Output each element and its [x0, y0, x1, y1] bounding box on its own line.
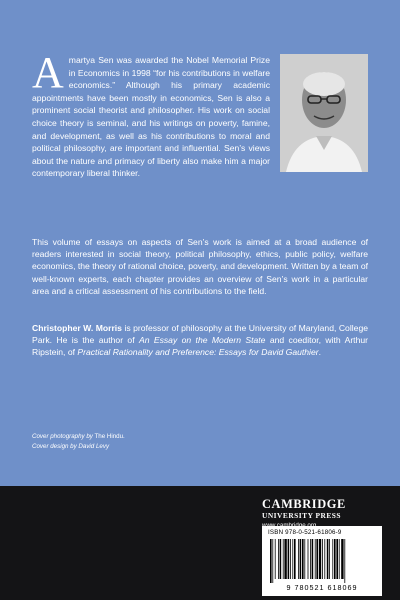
barcode-bar [339, 539, 340, 579]
barcode-bar [294, 539, 296, 579]
barcode-bar [308, 539, 309, 579]
publisher-subtitle: UNIVERSITY PRESS [262, 511, 341, 520]
photo-credit-prefix: Cover photography by [32, 433, 93, 440]
volume-description: This volume of essays on aspects of Sen’s work is aimed at a broad audience of readers interested in social theory, political philosophy, ethics, public policy, welfare economics, the theory of rational choice, poverty, and development. Written by a team of well-known experts, each chapter provides an overview of Sen’s work in a particular area and a critical assessment of his contributions to the field. [32, 237, 368, 296]
barcode-digits: 9 780521 618069 [286, 583, 358, 592]
portrait-illustration [280, 54, 368, 172]
author-photo [280, 54, 368, 172]
editor-bio-text-c: . [318, 347, 321, 358]
barcode-bar [290, 539, 291, 579]
barcode-bar [284, 539, 286, 579]
drop-cap: A [32, 48, 64, 97]
barcode-bar [324, 539, 325, 579]
editor-bio [32, 322, 368, 359]
barcode-bar [283, 539, 284, 579]
barcode-bar [292, 539, 293, 579]
barcode-bar [316, 539, 318, 579]
barcode-bar [315, 539, 316, 579]
barcode-bar [302, 539, 304, 579]
intro-paragraph [32, 48, 368, 180]
barcode-bar [319, 539, 321, 579]
editor-bio-text-b: and coeditor, with Arthur Ripstein, of [32, 335, 368, 358]
barcode-bar [336, 539, 338, 579]
barcode-bars [268, 539, 376, 583]
editor-bio-text-a: is professor of philosophy at the University of Maryland, College Park. He is the author of [32, 323, 368, 346]
barcode-bar [310, 539, 311, 579]
publisher-name: CAMBRIDGE [262, 497, 346, 511]
barcode-bar [344, 539, 345, 583]
photo-credit-source: The Hindu. [92, 433, 125, 440]
isbn-label: ISBN 978-0-521-61806-9 [268, 529, 342, 536]
book-title-1: An Essay on the Modern State [138, 335, 266, 346]
barcode-bar [327, 539, 329, 579]
book-title-2: Practical Rationality and Preference: Essays for David Gauthier [77, 347, 319, 358]
barcode-bar [329, 539, 330, 579]
barcode-bar [334, 539, 336, 579]
isbn-barcode [262, 526, 382, 596]
barcode-bar [288, 539, 290, 579]
barcode-bar [275, 539, 276, 579]
design-credit: Cover design by David Levy [32, 443, 110, 450]
barcode-bar [304, 539, 305, 579]
barcode-bar [332, 539, 333, 579]
barcode-bar [300, 539, 302, 579]
cover-credits [32, 432, 125, 452]
intro-text: martya Sen was awarded the Nobel Memorial Prize in Economics in 1998 “for his contributions in welfare economics.” Although his primary academic appointments have been mostly in economics, Sen is also a prominent social theorist and philosopher. His work on social choice theory is seminal, and his writings on poverty, famine, and development, as well as his contributions to moral and political philosophy, are important and influential. Sen’s views about the nature and primacy of liberty also make him a major contemporary liberal thinker. [32, 55, 270, 179]
photo-credit [32, 432, 125, 442]
barcode-bar [272, 539, 273, 583]
barcode-bar [341, 539, 343, 579]
barcode-bar [312, 539, 314, 579]
editor-name: Christopher W. Morris [32, 323, 122, 333]
barcode-bar [298, 539, 299, 579]
barcode-bar [280, 539, 282, 579]
barcode-bar [322, 539, 323, 579]
barcode-bar [278, 539, 279, 579]
barcode-bar [270, 539, 272, 583]
